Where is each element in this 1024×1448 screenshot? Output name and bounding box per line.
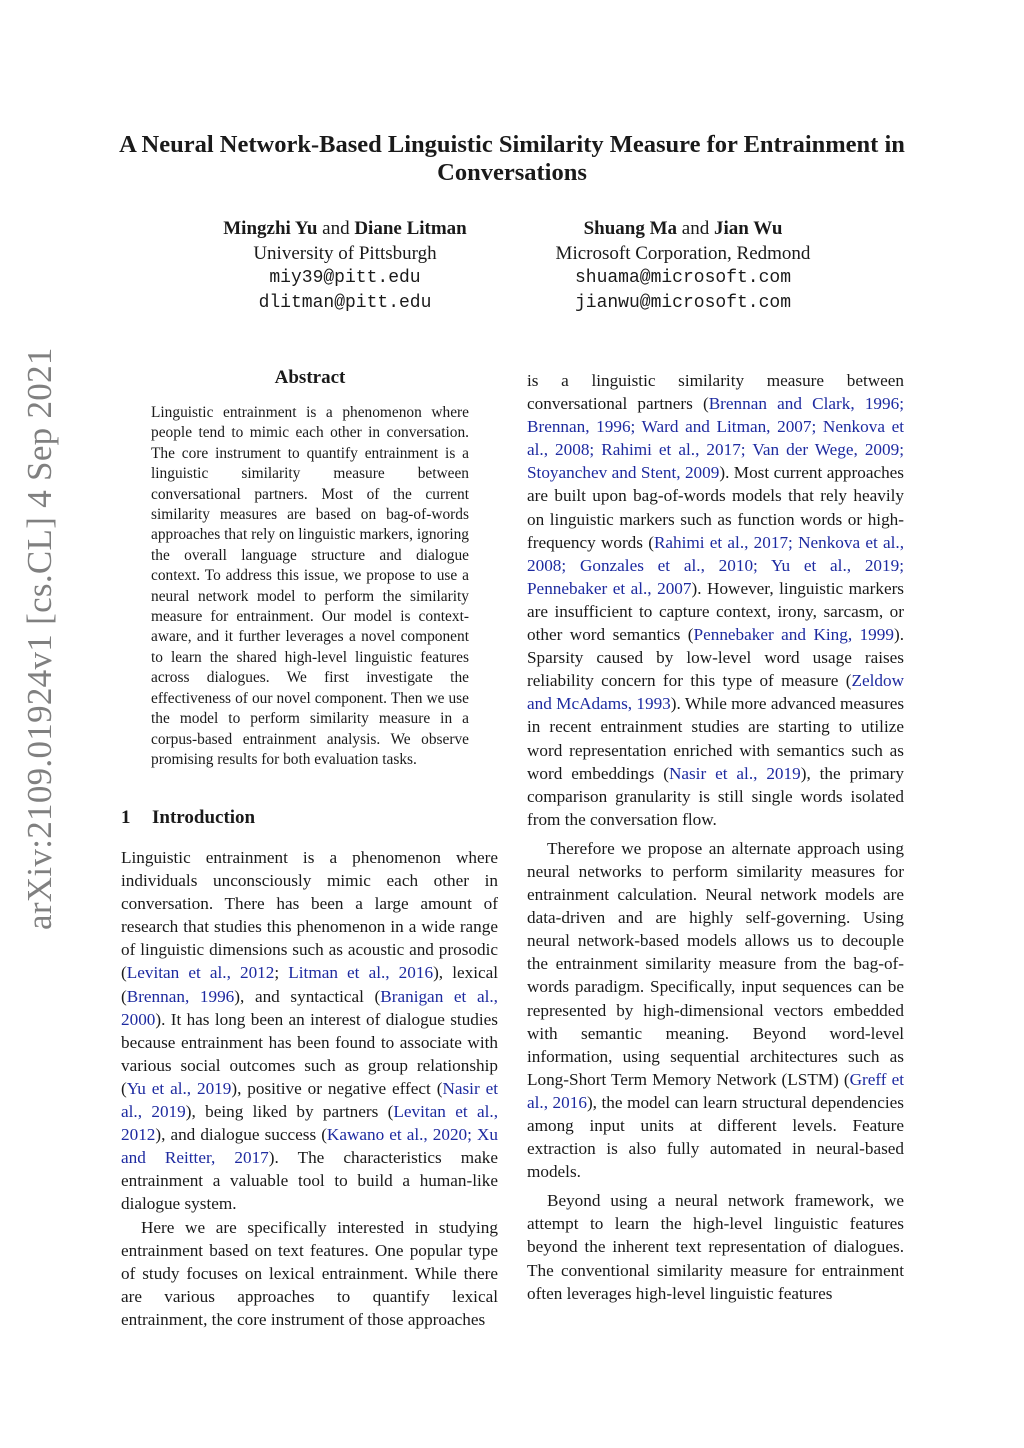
section-title: Introduction — [152, 807, 256, 828]
author-block-left — [195, 217, 495, 315]
citation-link[interactable]: Nasir et al., 2019 — [121, 1078, 498, 1122]
paragraph: is a linguistic similarity measure between conversational partners (Brennan and Clark, 1996; Brennan, 1996; Ward and Litman, 2007; Nenkova et al., 2008; Rahimi et al., 2017; Van der Wege, 2009; Stoyanchev and Stent, 2009). Most current approaches are built upon bag-of-words models that rely heavily on linguistic markers such as function words or high-frequency words (Rahimi et al., 2017; Nenkova et al., 2008; Gonzales et al., 2010; Yu et al., 2019; Pennebaker et al., 2007). However, linguistic markers are insufficient to capture context, irony, sarcasm, or other word semantics (Pennebaker and King, 1999). Sparsity caused by low-level word usage raises reliability concern for this type of measure (Zeldow and McAdams, 1993). While more advanced measures in recent entrainment studies are starting to utilize word representation enriched with semantics such as word embeddings (Nasir et al., 2019), the primary comparison granularity is still single words isolated from the conversation flow. — [527, 371, 905, 829]
citation-link[interactable]: Rahimi et al., 2017; Nenkova et al., 2008; Gonzales et al., 2010; Yu et al., 2019; Pennebaker et al., 2007 — [527, 532, 904, 598]
citation-link[interactable]: Pennebaker and King, 1999 — [693, 625, 894, 645]
citation-link[interactable]: Brennan and Clark, 1996; Brennan, 1996; Ward and Litman, 2007; Nenkova et al., 2008; Rahimi et al., 2017; Van der Wege, 2009; Stoyanchev and Stent, 2009 — [527, 394, 904, 483]
paragraph: Linguistic entrainment is a phenomenon where individuals unconsciously mimic each other in conversation. There has been a large amount of research that studies this phenomenon in a wide range of linguistic dimensions such as acoustic and prosodic (Levitan et al., 2012; Litman et al., 2016), lexical (Brennan, 1996), and syntactical (Branigan et al., 2000). It has long been an interest of dialogue studies because entrainment has been found to associate with various social outcomes such as group relationship (Yu et al., 2019), positive or negative effect (Nasir et al., 2019), being liked by partners (Levitan et al., 2012), and dialogue success (Kawano et al., 2020; Xu and Reitter, 2017). The characteristics make entrainment a valuable tool to build a human-like dialogue system. — [121, 848, 499, 1214]
author-name: Mingzhi Yu — [223, 218, 318, 239]
arxiv-stamp: arXiv:2109.01924v1 [cs.CL] 4 Sep 2021 — [20, 347, 59, 930]
citation-link[interactable]: Zeldow and McAdams, 1993 — [527, 671, 904, 714]
citation-link[interactable]: Greff et al., 2016 — [527, 1069, 904, 1112]
citation-link[interactable]: Levitan et al., 2012 — [121, 1102, 498, 1145]
author-block-right — [530, 217, 836, 315]
author-names-right — [530, 217, 836, 242]
email: dlitman@pitt.edu — [258, 292, 432, 313]
abstract-heading: Abstract — [274, 367, 346, 388]
citation-link[interactable]: Brennan, 1996 — [126, 986, 235, 1006]
email: miy39@pitt.edu — [269, 268, 421, 288]
citation-link[interactable]: Branigan et al., 2000 — [121, 986, 498, 1029]
author-names-left — [195, 217, 495, 242]
citation-link[interactable]: Nasir et al., 2019 — [668, 763, 801, 783]
affiliation: University of Pittsburgh — [253, 242, 437, 264]
author-and: and — [681, 218, 710, 239]
affiliation: Microsoft Corporation, Redmond — [555, 242, 811, 264]
citation-link[interactable]: Litman et al., 2016 — [288, 963, 434, 983]
author-name: Diane Litman — [354, 218, 467, 239]
author-name: Jian Wu — [713, 218, 783, 239]
paragraph: Beyond using a neural network framework, we attempt to learn the high-level linguistic features beyond the inherent text representation of dialogues. The conventional similarity measure for entrainment often leverages high-level linguistic features — [527, 1191, 904, 1303]
left-column-body — [121, 846, 498, 1331]
author-and: and — [322, 218, 350, 239]
citation-link[interactable]: Kawano et al., 2020; Xu and Reitter, 2017 — [121, 1125, 498, 1168]
author-name: Shuang Ma — [583, 218, 678, 239]
paragraph: Here we are specifically interested in studying entrainment based on text features. One popular type of study focuses on lexical entrainment. While there are various approaches to quantify lexical entrainment, the core instrument of those approaches — [121, 1217, 498, 1329]
citation-link[interactable]: Yu et al., 2019 — [126, 1078, 232, 1098]
paragraph: Therefore we propose an alternate approach using neural networks to perform similarity measures for entrainment calculation. Neural network models are data-driven and are highly self-governing. Using neural network-based models allows us to decouple the entrainment similarity measure from the bag-of-words paradigm. Specifically, input sequences can be represented by high-dimensional vectors embedded with semantic meaning. Beyond word-level information, using sequential architectures such as Long-Short Term Memory Network (LSTM) (Greff et al., 2016), the model can learn structural dependencies among input units at different levels. Feature extraction is also fully automated in neural-based models. — [527, 838, 904, 1182]
citation-link[interactable]: Levitan et al., 2012 — [126, 963, 275, 983]
abstract-text: Linguistic entrainment is a phenomenon where people tend to mimic each other in conversation. The core instrument to quantify entrainment is a linguistic similarity measure between conversational partners. Most of the current similarity measures are based on bag-of-words approaches that rely on linguistic markers, ignoring the overall language structure and dialogue context. To address this issue, we propose to use a neural network model to perform the similarity measure for entrainment. Our model is context-aware, and it further leverages a novel component to learn the shared high-level linguistic features across dialogues. We first investigate the effectiveness of our novel component. Then we use the model to perform similarity measure in a corpus-based entrainment analysis. We observe promising results for both evaluation tasks. — [151, 404, 469, 768]
paper-title: A Neural Network-Based Linguistic Similarity Measure for Entrainment in Conversations — [119, 131, 905, 186]
right-column-body — [527, 369, 904, 1305]
email: jianwu@microsoft.com — [574, 292, 792, 313]
section-number: 1 — [121, 807, 131, 828]
email: shuama@microsoft.com — [574, 268, 792, 288]
section-heading — [121, 807, 255, 829]
